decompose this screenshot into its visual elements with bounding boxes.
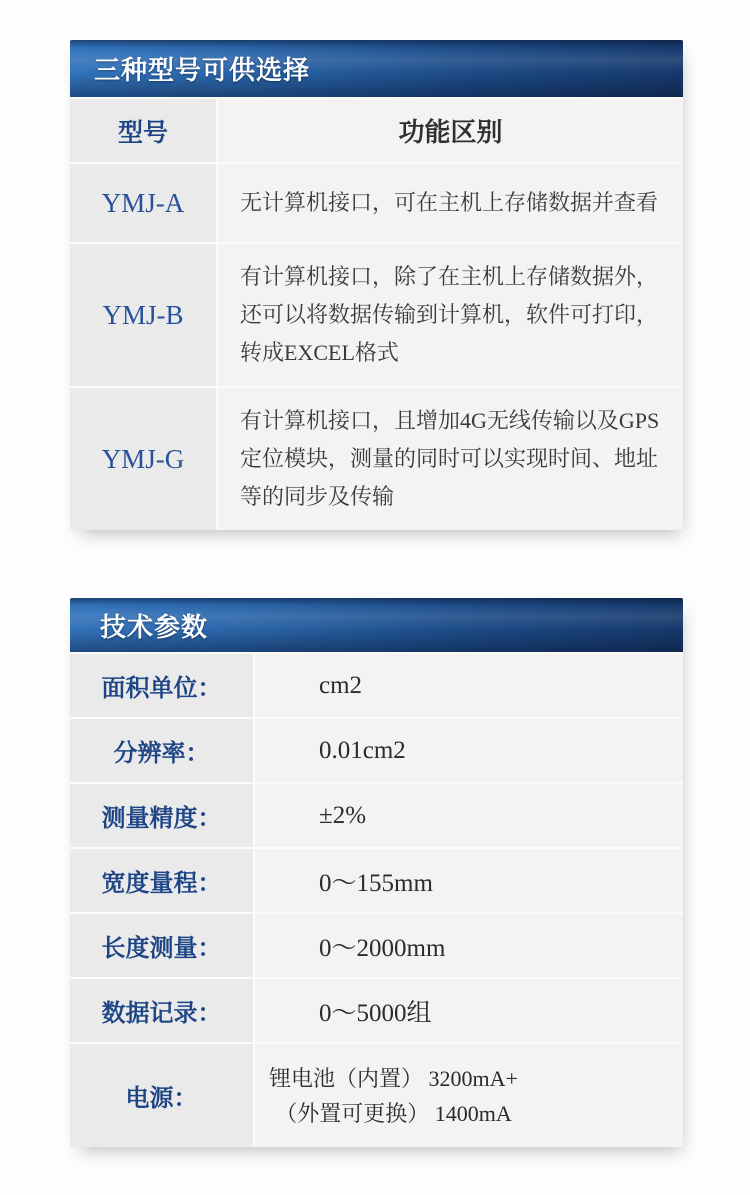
model-description: 有计算机接口，除了在主机上存储数据外，还可以将数据传输到计算机，软件可打印，转成EXCEL格式	[218, 244, 683, 386]
spec-value: 0～2000mm	[255, 914, 683, 977]
model-description: 有计算机接口，且增加4G无线传输以及GPS定位模块，测量的同时可以实现时间、地址等的同步及传输	[218, 388, 683, 530]
power-value-line: 锂电池（内置） 3200mA+	[269, 1065, 518, 1091]
table-row	[70, 1042, 683, 1147]
specs-table-title: 技术参数	[100, 612, 209, 642]
table-row	[70, 162, 683, 242]
models-table-header-row	[70, 97, 683, 162]
spec-label: 面积单位：	[70, 654, 255, 717]
model-description: 无计算机接口，可在主机上存储数据并查看	[218, 164, 683, 242]
spec-label: 分辨率：	[70, 719, 255, 782]
spec-label: 长度测量：	[70, 914, 255, 977]
specs-table-title-bar	[70, 598, 683, 652]
spec-label: 电源：	[70, 1044, 255, 1147]
models-table-card	[70, 40, 683, 530]
model-column-header: 型号	[70, 99, 218, 162]
table-row	[70, 912, 683, 977]
spec-value: 0～5000组	[255, 979, 683, 1042]
table-row	[70, 386, 683, 530]
table-row	[70, 977, 683, 1042]
table-row	[70, 782, 683, 847]
table-row	[70, 242, 683, 386]
models-table-title-bar	[70, 40, 683, 97]
power-value-line: （外置可更换） 1400mA	[275, 1100, 512, 1126]
model-name: YMJ-B	[70, 244, 218, 386]
spec-label: 数据记录：	[70, 979, 255, 1042]
table-row	[70, 847, 683, 912]
spec-value	[255, 1044, 683, 1147]
spec-value: 0.01cm2	[255, 719, 683, 782]
table-row	[70, 652, 683, 717]
spec-value: cm2	[255, 654, 683, 717]
spec-label: 宽度量程：	[70, 849, 255, 912]
specs-table-card	[70, 598, 683, 1147]
spec-label: 测量精度：	[70, 784, 255, 847]
spec-value: 0～155mm	[255, 849, 683, 912]
model-name: YMJ-G	[70, 388, 218, 530]
power-value-lines	[269, 1061, 518, 1131]
function-column-header: 功能区别	[218, 99, 683, 162]
model-name: YMJ-A	[70, 164, 218, 242]
models-table-title: 三种型号可供选择	[94, 56, 311, 85]
table-row	[70, 717, 683, 782]
spec-value: ±2%	[255, 784, 683, 847]
